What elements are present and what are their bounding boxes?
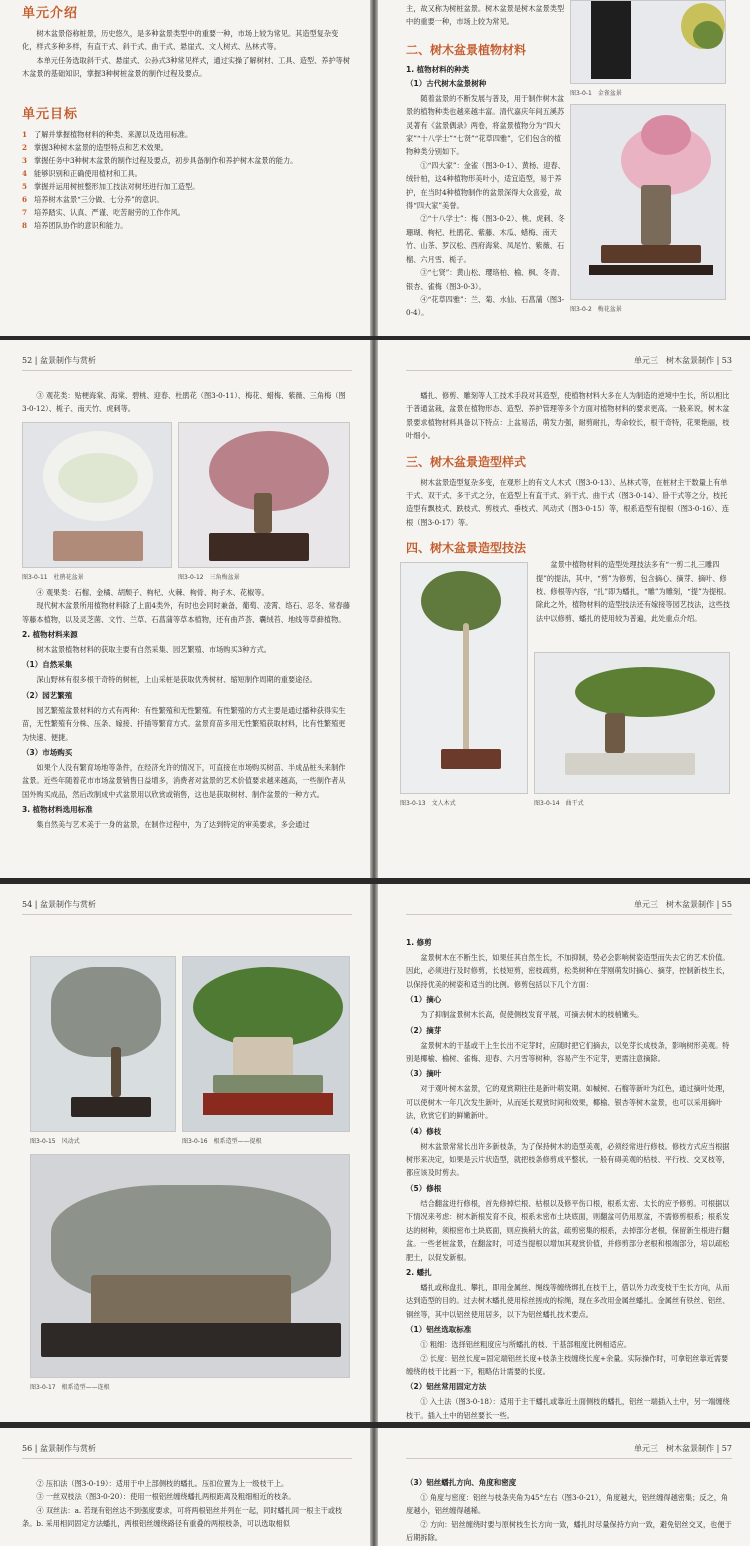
paragraph: 蟠扎或称盘扎、攀扎，即用金属丝、绳线等缠绕绑扎在枝干上，借以外力改变枝干生长方向，从而达到造型的目的。过去树木蟠扎使用棕丝搓成的棕绳，现在多改用金属丝蟠扎。金属丝有铁丝、铝丝、铜丝等，其中以铝丝使用居多，以下为铝丝蟠扎技术要点。: [406, 1282, 730, 1319]
goal-number: 1: [22, 129, 28, 139]
figure-3-0-13: [400, 562, 528, 794]
goal-item: [22, 128, 352, 141]
running-head: 单元三 树木盆景制作 | 57: [406, 1440, 732, 1459]
goal-item: [22, 206, 352, 219]
figure-3-0-17: [30, 1154, 350, 1378]
figure-3-0-14: [534, 652, 730, 794]
subheading: 1. 修剪: [406, 938, 432, 947]
paragraph: 盆景树木的干基或干上生长出不定芽时，应随时把它们摘去，以免芽长成枝条，影响树形美观。特别是椰榆、榆树、雀梅、迎春、六月雪等树种，容易产生不定芽，更需注意摘除。: [406, 1040, 730, 1064]
figure-caption: 图3-0-16 根系造型——提根: [182, 1138, 262, 1145]
subheading: （1）古代树木盆景树种: [406, 78, 487, 88]
paragraph: 盆景中植物材料的造型处理技法多有“一剪二扎三雕四提”的提法，其中，“剪”为修剪，包含摘心、摘芽、摘叶、修枝、修根等内容，“扎”即为蟠扎，“雕”为雕刻，“提”为提根。除此之外，植物材料的造型技法还有嫁接等园艺技法，这些技法中以修剪、蟠扎的使用较为普遍，此处重点介绍。: [536, 560, 731, 623]
goal-number: 5: [22, 181, 28, 191]
running-head: 单元三 树木盆景制作 | 53: [406, 352, 732, 371]
paragraph: ② 压扣法（图3-0-19）：适用于中上部侧枝的蟠扎。压扣位置为上一级枝干上。: [36, 1479, 289, 1488]
subheading: （2）摘芽: [406, 1025, 442, 1035]
subheading: （1）铝丝选取标准: [406, 1325, 472, 1335]
paragraph: ④ 双丝法：a. 若现有铝丝达不到强度要求，可将两根铝丝并列在一起，同时蟠扎同一根主干或枝条。b. 采用相同固定方法蟠扎，两根铝丝缠绕路径有重叠的两根枝条，可以选取相似: [22, 1505, 343, 1529]
paragraph: ① 角度与密度：铝丝与枝条夹角为45°左右（图3-0-21），角度越大，铝丝缠得越密集；反之，角度越小，铝丝缠得越稀。: [406, 1493, 729, 1516]
goal-item: [22, 219, 352, 232]
figure-3-0-1: [570, 0, 726, 84]
section-heading: 四、树木盆景造型技法: [406, 541, 527, 556]
intro-paragraph: 本单元任务选取斜干式、悬崖式、公孙式3种常见样式，通过实操了解树材、工具、造型、养护等树木盆景的基础知识，掌握3种树桩盆景的制作过程及要点。: [22, 55, 351, 79]
paragraph: ② 方向：铝丝缠绕时要与原树枝生长方向一致，蟠扎时尽量保持方向一致，避免铝丝交叉，也便于后期拆除。: [406, 1519, 732, 1543]
subheading: （5）修根: [406, 1183, 442, 1193]
subheading: （3）摘叶: [406, 1069, 442, 1079]
goal-number: 8: [22, 220, 28, 230]
figure-caption: 图3-0-2 梅花盆景: [570, 306, 622, 313]
figure-caption: 图3-0-1 金雀盆景: [570, 90, 622, 97]
section-heading-goals: 单元目标: [22, 106, 79, 122]
subheading: （4）修枝: [406, 1126, 442, 1136]
paragraph: 为了抑制盆景树木长高，促使侧枝发育平展，可摘去树木的枝梢嫩头。: [420, 1010, 644, 1020]
spread-1: [0, 0, 750, 336]
goals-list: [22, 128, 352, 232]
goal-number: 7: [22, 207, 28, 217]
paragraph: ① 粗细：选择铝丝粗度应与所蟠扎的枝、干基部粗度比例相适应。: [420, 1340, 632, 1350]
goal-item: [22, 193, 352, 206]
goal-item: [22, 154, 352, 167]
goal-text: 培养踏实、认真、严谨、吃苦耐劳的工作作风。: [34, 207, 185, 217]
spread-2: [0, 340, 750, 878]
page-left: [0, 884, 370, 1422]
paragraph: ② 长度：铝丝长度=固定端铝丝长度+枝条主枝缠绕长度+余量。实际操作时，可拿铝丝靠近需要缠绕的枝干比画一下，粗略估计需要的长度。: [406, 1353, 729, 1376]
spread-4: [0, 1428, 750, 1546]
paragraph: 随着盆景的不断发展与普及，用于制作树木盆景的植物种类也越来越丰富。清代嘉庆年间五溪苏灵著有《盆景偶录》两卷，将盆景植物分为“四大家”“十八学士”“七贤”“花草四雅”，它们包含的植物种类分别如下。: [406, 93, 565, 157]
paragraph: ③ 一丝双枝法（图3-0-20）：使用一根铝丝缠绕蟠扎两根距离及粗细相近的枝条。: [36, 1492, 296, 1502]
book-gutter: [370, 884, 378, 1422]
paragraph: 树木盆景常常长出许多新枝条，为了保持树木的造型美观，必须经常进行修枝。修枝方式应当根据树形来决定，如果是云片状造型，就把枝条修剪成平整状。一般有碍美观的枯枝、平行枝、交叉枝等，都应该及时剪去。: [406, 1141, 730, 1178]
goal-text: 培养团队协作的意识和能力。: [34, 220, 128, 230]
figure-3-0-12: [178, 422, 350, 568]
running-head: 单元三 树木盆景制作 | 55: [406, 896, 732, 915]
goal-item: [22, 167, 352, 180]
running-head: 54 | 盆景制作与赏析: [22, 896, 352, 915]
paragraph: ① 入土法（图3-0-18）：适用于主干蟠扎或靠近土面侧枝的蟠扎，铝丝一端插入土中，另一端缠绕枝干。插入土中的铝丝要长一些。: [406, 1397, 730, 1420]
paragraph: ④ 观果类：石榴、金橘、胡颓子、枸杞、火棘、枸骨、枸子木、花椒等。: [36, 587, 269, 597]
figure-caption: 图3-0-12 三角梅盆景: [178, 573, 240, 581]
subheading: 1. 植物材料的种类: [406, 64, 470, 74]
subheading: （3）铝丝蟠扎方向、角度和密度: [406, 1478, 517, 1487]
page-right: [378, 1428, 750, 1546]
subheading: （2）园艺繁殖: [22, 690, 73, 700]
paragraph: 结合翻盆进行修根，首先修掉烂根、枯根以及修平伤口根，根系太密、太长的应予修剪。可根据以下情况来考虑：树木新根发育不良，根系未密布土块底面，则翻盆可仍用原盆，不需修剪根系；根系发达的树种，须根密布土块底面，则应换稍大的盆，疏剪密集的根系，去掉部分老根，保留新生根进行翻盆。一些老桩盆景，在翻盆时，可适当提根以增加其观赏价值，并修剪部分老根和根端部分，培以疏松肥土，以促发新根。: [406, 1198, 730, 1262]
figure-caption: 图3-0-13 文人木式: [400, 800, 456, 808]
figure-3-0-15: [30, 956, 176, 1132]
running-head: 52 | 盆景制作与赏析: [22, 352, 352, 371]
paragraph: 蟠扎、修剪、雕刻等人工技术手段对其造型，使植物材料大多在人为制造的逆境中生长，所以相比于普通盆栽，盆景在植物形态、造型、养护管理等多个方面对植物材料的要求更高。一般来说，树木盆景要求植物材料具备以下特点：上盆易活，萌发力强，耐剪耐扎，寿命较长，根干奇特，花果艳丽，枝叶细小。: [406, 391, 730, 441]
paragraph: 深山野林有很多根干奇特的树桩，上山采桩是获取优秀树材、缩短制作周期的重要途径。: [36, 675, 317, 685]
page-right: [378, 0, 750, 336]
book-gutter: [370, 0, 378, 336]
paragraph: 现代树木盆景所用植物材料除了上面4类外，有时也会同时兼备，葡萄、凌霄、络石、忍冬、常春藤等藤本植物，以及灵芝菌、文竹、兰草、石菖蒲等草本植物，还有曲芦荟、囊绒苔、地线等草藓植物。: [22, 601, 351, 624]
paragraph: 盆景树木在不断生长，如果任其自然生长，不加抑制，势必会影响树姿造型而失去它的艺术价值。因此，必须进行及时修剪，长枝短剪，密枝疏剪，松类树种在芽刚萌发时摘心、摘芽，控制新枝生长，以保持优美的树姿和适当的比例。修剪包括以下几个方面：: [406, 953, 730, 989]
subheading: （3）市场购买: [22, 748, 73, 758]
paragraph: 集自然美与艺术美于一身的盆景，在制作过程中，为了达到特定的审美要求，多会通过: [36, 820, 310, 830]
paragraph: ③ 观花类：贴梗海棠、海棠、碧桃、迎春、杜鹃花（图3-0-11）、梅花、蜡梅、紫薇、三角梅（图3-0-12）、栀子、南天竹、虎刺等。: [22, 391, 346, 414]
subheading: （2）铝丝常用固定方法: [406, 1382, 487, 1392]
paragraph: ③“七贤”：黄山松、璎珞柏、榆、枫、冬青、银杏、雀梅（图3-0-3）。: [406, 268, 565, 291]
subheading: 3. 植物材料选用标准: [22, 805, 93, 815]
goal-text: 掌握并运用树桩整形加工技法对树坯进行加工造型。: [34, 181, 200, 191]
subheading: （1）自然采集: [22, 660, 73, 670]
page-right: [378, 340, 750, 878]
subheading: 2. 植物材料来源: [22, 630, 78, 640]
paragraph: 如果个人没有繁育场地等条件，在经济允许的情况下，可直接在市场购买树苗、半成品桩头来制作盆景。近些年随着花市市场盆景销售日益增多，消费者对盆景的艺术价值要求越来越高，一些制作者从国外购买成品，然后改制成中式盆景用以欣赏或销售，这也是获取树材、制作盆景的一种方式。: [22, 763, 346, 799]
intro-paragraph: 树木盆景俗称桩景，历史悠久，是多种盆景类型中的重要一种，市场上较为常见。其造型复杂变化，样式多种多样，有直干式、斜干式、曲干式、悬崖式、文人树式、丛林式等。: [22, 29, 339, 52]
paragraph: 对于观叶树木盆景，它的观赏期往往是新叶萌发期。如槭树、石榴等新叶为红色，通过摘叶处理，可以使树木一年几次发生新叶，从而延长观赏时间和效果，椰榆、银杏等树木盆景，也可以采用摘叶法，欣赏它们的鲜嫩新叶。: [406, 1084, 730, 1121]
goal-number: 6: [22, 194, 28, 204]
goal-text: 掌握任务中3种树木盆景的制作过程及要点，初步具备制作和养护树木盆景的能力。: [34, 155, 298, 165]
goal-number: 4: [22, 168, 28, 178]
goal-text: 掌握3种树木盆景的造型特点和艺术效果。: [34, 142, 168, 152]
paragraph: 园艺繁殖盆景材料的方式有两种：有性繁殖和无性繁殖。有性繁殖的方式主要是通过播种获得实生苗，无性繁殖有分株、压条、嫁接、扦插等繁育方式。盆景育苗多用无性繁殖获取材料，比有性繁殖更为快速、便捷。: [22, 705, 346, 742]
section-heading: 二、树木盆景植物材料: [406, 42, 527, 57]
goal-item: [22, 141, 352, 154]
page-left: [0, 340, 370, 878]
figure-3-0-11: [22, 422, 172, 568]
book-gutter: [370, 1428, 378, 1546]
page-left: [0, 0, 370, 336]
goal-text: 培养树木盆景“三分做、七分养”的意识。: [34, 194, 164, 204]
book-gutter: [370, 340, 378, 878]
figure-3-0-16: [182, 956, 350, 1132]
running-head: 56 | 盆景制作与赏析: [22, 1440, 352, 1459]
paragraph: ②“十八学士”：梅（图3-0-2）、桃、虎刺、冬珊瑚、枸杞、杜鹃花、紫藤、木瓜、蜡梅、南天竹、山茶、罗汉松、西府海棠、凤尾竹、紫薇、石榴、六月雪、栀子。: [406, 214, 565, 264]
paragraph: 树木盆景造型复杂多变，在观形上的有文人木式（图3-0-13）、丛林式等，在桩材主干数量上有单干式、双干式、多干式之分，在造型上有直干式、斜干式、曲干式（图3-0-14）、卧干式等之分，枝托造型有飘枝式、跌枝式、剪枝式、垂枝式、风动式（图3-0-15）等，根系造型有提根（图3-0-16）、连根（图3-0-17）等。: [406, 477, 730, 527]
figure-caption: 图3-0-14 曲干式: [534, 800, 584, 808]
section-heading-intro: 单元介绍: [22, 6, 79, 21]
goal-text: 能够识别和正确使用植材和工具。: [34, 168, 142, 178]
page-right: [378, 884, 750, 1422]
figure-caption: 图3-0-11 杜鹃花盆景: [22, 573, 84, 581]
goal-item: [22, 180, 352, 193]
goal-number: 2: [22, 142, 28, 152]
figure-caption: 图3-0-15 风动式: [30, 1138, 80, 1145]
figure-3-0-2: [570, 104, 726, 300]
goal-text: 了解并掌握植物材料的种类、来源以及选用标准。: [34, 129, 193, 139]
paragraph: ④“花草四雅”：兰、菊、水仙、石菖蒲（图3-0-4）。: [406, 294, 565, 318]
spread-3: [0, 884, 750, 1422]
page-left: [0, 1428, 370, 1546]
subheading: 2. 蟠扎: [406, 1267, 432, 1277]
subheading: （1）摘心: [406, 995, 442, 1005]
paragraph: 主，故又称为树桩盆景。树木盆景是树木盆景类型中的重要一种，市场上较为常见。: [406, 4, 565, 27]
figure-caption: 图3-0-17 根系造型——连根: [30, 1384, 110, 1391]
goal-number: 3: [22, 155, 28, 165]
paragraph: 树木盆景植物材料的获取主要有自然采集、园艺繁殖、市场购买3种方式。: [36, 645, 271, 655]
paragraph: ①“四大家”：金雀（图3-0-1）、黄杨、迎春、绒针柏，这4种植物形美叶小，适宜造型，易于养护，在当时4种植物制作的盆景深得大众喜爱，故得“四大家”美誉。: [406, 160, 565, 211]
section-heading: 三、树木盆景造型样式: [406, 454, 527, 469]
